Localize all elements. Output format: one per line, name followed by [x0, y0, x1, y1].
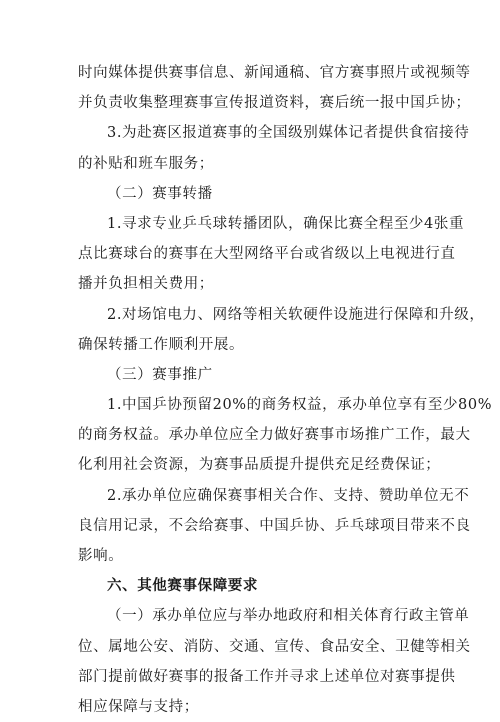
section-heading: 六、其他赛事保障要求: [107, 578, 258, 595]
paragraph-line: 化利用社会资源，为赛事品质提升提供充足经费保证；: [78, 457, 441, 474]
paragraph-line: 良信用记录，不会给赛事、中国乒协、乒乓球项目带来不良: [78, 517, 471, 534]
paragraph-line: 时向媒体提供赛事信息、新闻通稿、官方赛事照片或视频等: [78, 65, 471, 81]
paragraph-line: （一）承办单位应与举办地政府和相关体育行政主管单: [107, 608, 470, 625]
paragraph-line: 1.寻求专业乒乓球转播团队，确保比赛全程至少4张重: [107, 215, 465, 232]
paragraph-line: 点比赛球台的赛事在大型网络平台或省级以上电视进行直: [78, 246, 456, 263]
paragraph-line: 2.承办单位应确保赛事相关合作、支持、赞助单位无不: [107, 487, 470, 504]
paragraph-line: 2.对场馆电力、网络等相关软硬件设施进行保障和升级，: [107, 306, 485, 323]
subsection-heading: （三）赛事推广: [107, 366, 213, 383]
paragraph-line: 播并负担相关费用；: [78, 276, 214, 293]
paragraph-line: 的商务权益。承办单位应全力做好赛事市场推广工作，最大: [78, 427, 471, 444]
paragraph-line: 1.中国乒协预留20%的商务权益，承办单位享有至少80%: [107, 397, 493, 414]
paragraph-line: 相应保障与支持；: [78, 698, 199, 715]
paragraph-line: 影响。: [78, 548, 124, 564]
paragraph-line: 位、属地公安、消防、交通、宣传、食品安全、卫健等相关: [78, 638, 471, 655]
document-body: [78, 58, 493, 722]
subsection-heading: （二）赛事转播: [107, 185, 213, 202]
paragraph-line: 并负责收集整理赛事宣传报道资料，赛后统一报中国乒协；: [78, 95, 471, 112]
paragraph-line: 3.为赴赛区报道赛事的全国级别媒体记者提供食宿接待: [107, 125, 470, 142]
paragraph-line: 的补贴和班车服务；: [78, 155, 214, 172]
paragraph-line: 确保转播工作顺利开展。: [78, 336, 245, 353]
paragraph-line: 部门提前做好赛事的报备工作并寻求上述单位对赛事提供: [78, 668, 456, 685]
